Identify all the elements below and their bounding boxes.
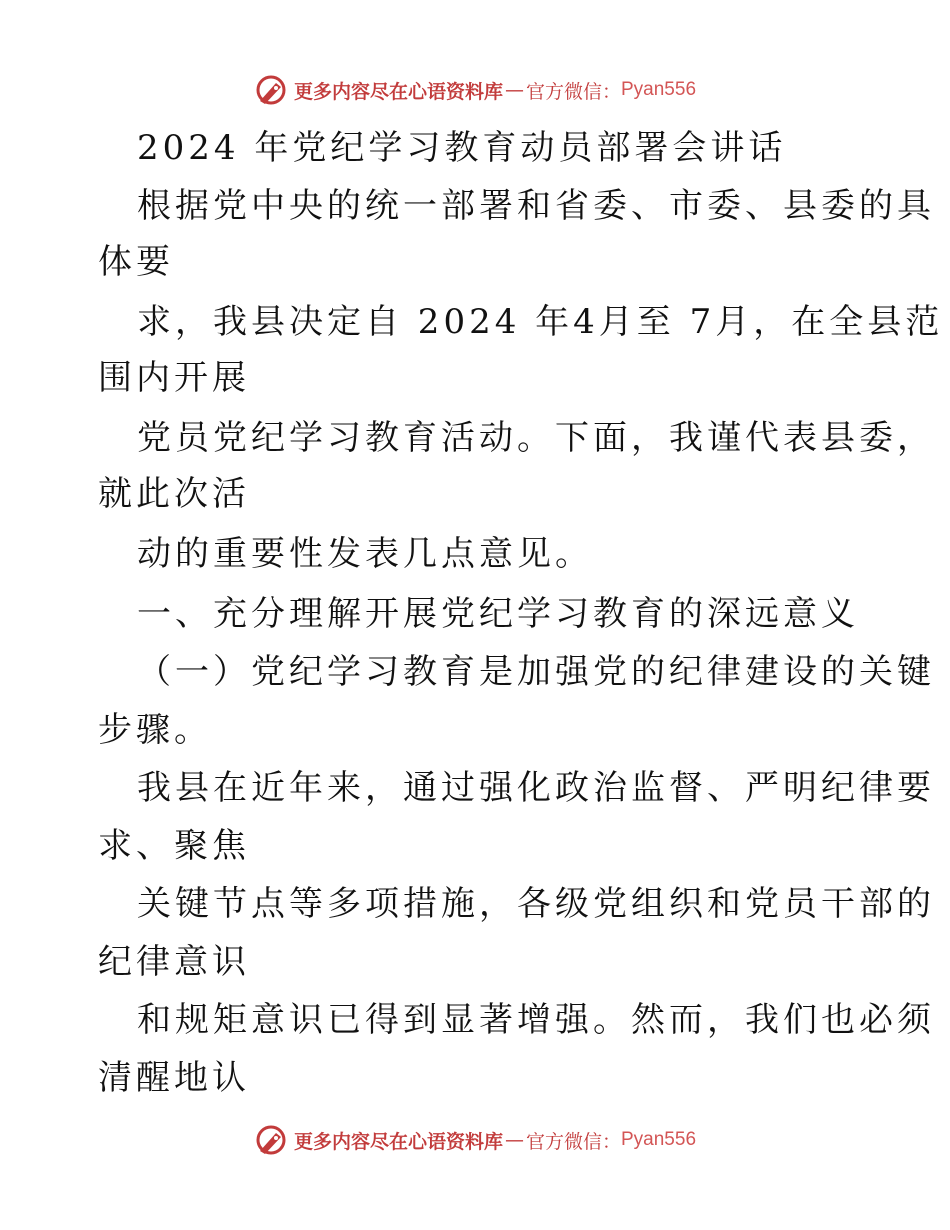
paragraph-line: 根据党中央的统一部署和省委、市委、县委的具 bbox=[137, 186, 935, 226]
paragraph-line: 我县在近年来，通过强化政治监督、严明纪律要 bbox=[137, 768, 935, 808]
paragraph-line: 步骤。 bbox=[98, 710, 212, 750]
watermark-wechat-label: 官方微信： bbox=[525, 1130, 621, 1153]
subsection-heading: （一）党纪学习教育是加强党的纪律建设的关键 bbox=[137, 652, 935, 692]
watermark-wechat-label: 官方微信： bbox=[525, 80, 621, 103]
paragraph-line: 纪律意识 bbox=[98, 942, 250, 982]
paragraph-line: 党员党纪学习教育活动。下面，我谨代表县委， bbox=[137, 418, 935, 458]
paragraph-line: 就此次活 bbox=[98, 474, 250, 514]
watermark-dash: — bbox=[504, 1129, 524, 1151]
footer-watermark bbox=[0, 1120, 950, 1160]
watermark-main-text: 更多内容尽在心语资料库 bbox=[293, 80, 503, 103]
section-heading: 一、充分理解开展党纪学习教育的深远意义 bbox=[137, 594, 859, 634]
paragraph-line: 求、聚焦 bbox=[98, 826, 250, 866]
watermark-wechat-id: Pyan556 bbox=[621, 79, 697, 100]
paragraph-line: 求，我县决定自 2024 年4月至 7月，在全县范 bbox=[137, 302, 944, 342]
paragraph-line: 和规矩意识已得到显著增强。然而，我们也必须 bbox=[137, 1000, 935, 1040]
paragraph-line: 体要 bbox=[98, 242, 174, 282]
watermark-dash: — bbox=[504, 79, 524, 101]
paragraph-line: 关键节点等多项措施，各级党组织和党员干部的 bbox=[137, 884, 935, 924]
pen-nib-circle-icon bbox=[254, 73, 288, 107]
paragraph-line: 围内开展 bbox=[98, 358, 250, 398]
document-title: 2024 年党纪学习教育动员部署会讲话 bbox=[137, 128, 787, 168]
paragraph-line: 动的重要性发表几点意见。 bbox=[137, 534, 593, 574]
watermark-wechat-id: Pyan556 bbox=[621, 1129, 697, 1150]
watermark-main-text: 更多内容尽在心语资料库 bbox=[293, 1130, 503, 1153]
paragraph-line: 清醒地认 bbox=[98, 1058, 250, 1098]
pen-nib-circle-icon bbox=[254, 1123, 288, 1157]
header-watermark bbox=[0, 70, 950, 110]
